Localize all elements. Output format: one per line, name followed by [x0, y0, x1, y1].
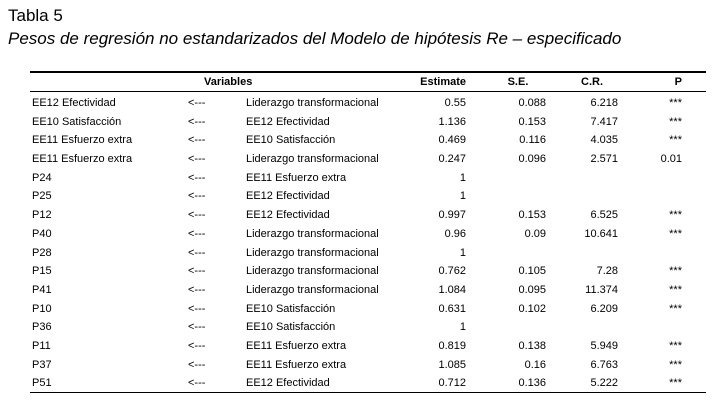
estimate-value: 0.469 [438, 134, 466, 147]
estimate-value: 0.819 [438, 339, 466, 352]
estimate-value: 0.55 [444, 97, 466, 109]
relation-arrow: <--- [188, 227, 206, 240]
independent-variable: Liderazgo transformacional [246, 227, 379, 240]
table-row [30, 281, 706, 300]
header-cr: C.R. [581, 76, 603, 88]
independent-variable: EE12 Efectividad [246, 115, 330, 128]
table-row [30, 262, 706, 281]
cr-value: 7.417 [590, 115, 618, 128]
independent-variable: Liderazgo transformacional [246, 246, 379, 259]
table-subtitle: Pesos de regresión no estandarizados del Modelo de hipótesis Re – especificado [8, 29, 622, 48]
estimate-value: 1.085 [438, 358, 466, 371]
estimate-value: 0.631 [438, 302, 466, 315]
cr-value: 10.641 [584, 227, 618, 240]
estimate-value: 1 [459, 246, 466, 259]
dependent-variable: EE12 Efectividad [32, 97, 116, 109]
estimate-value: 0.96 [444, 227, 466, 240]
independent-variable: Liderazgo transformacional [246, 283, 379, 296]
cr-value: 5.949 [590, 339, 618, 352]
header-estimate: Estimate [420, 76, 466, 88]
se-value: 0.105 [518, 265, 546, 278]
cr-value: 4.035 [590, 134, 618, 147]
independent-variable: EE11 Esfuerzo extra [246, 358, 347, 371]
table-row [30, 131, 706, 150]
se-value: 0.095 [518, 283, 546, 296]
cr-value: 6.218 [590, 97, 618, 109]
cr-value: 7.28 [596, 265, 618, 278]
header-rule [30, 91, 706, 92]
dependent-variable: P28 [32, 246, 52, 259]
relation-arrow: <--- [188, 171, 206, 184]
relation-arrow: <--- [188, 302, 206, 315]
table-title: Tabla 5 [8, 6, 63, 25]
header-p: P [674, 76, 682, 88]
estimate-value: 0.712 [438, 377, 466, 390]
p-value: *** [669, 377, 682, 390]
dependent-variable: EE10 Satisfacción [32, 115, 122, 128]
p-value: *** [669, 358, 682, 371]
dependent-variable: P37 [32, 358, 52, 371]
dependent-variable: P11 [32, 339, 51, 352]
table-row [30, 206, 706, 225]
p-value: *** [669, 339, 682, 352]
estimate-value: 1.136 [438, 115, 466, 128]
se-value: 0.096 [518, 153, 546, 166]
table-row [30, 150, 706, 169]
relation-arrow: <--- [188, 339, 206, 352]
independent-variable: Liderazgo transformacional [246, 97, 379, 109]
p-value: *** [669, 134, 682, 147]
p-value: *** [669, 209, 682, 222]
estimate-value: 1 [459, 171, 466, 184]
table-row [30, 374, 706, 393]
se-value: 0.16 [524, 358, 546, 371]
relation-arrow: <--- [188, 134, 206, 147]
independent-variable: Liderazgo transformacional [246, 265, 379, 278]
relation-arrow: <--- [188, 358, 206, 371]
independent-variable: EE12 Efectividad [246, 377, 330, 390]
header-se: S.E. [507, 76, 529, 88]
dependent-variable: P40 [32, 227, 52, 240]
table-row [30, 337, 706, 356]
cr-value: 11.374 [585, 283, 618, 296]
dependent-variable: P36 [32, 321, 52, 334]
se-value: 0.138 [518, 339, 546, 352]
cr-value: 6.525 [590, 209, 618, 222]
dependent-variable: EE11 Esfuerzo extra [32, 134, 133, 147]
relation-arrow: <--- [188, 97, 206, 109]
independent-variable: EE11 Esfuerzo extra [246, 171, 347, 184]
cr-value: 6.763 [590, 358, 618, 371]
se-value: 0.116 [519, 134, 546, 147]
table-row [30, 244, 706, 263]
independent-variable: Liderazgo transformacional [246, 153, 379, 166]
se-value: 0.102 [518, 302, 546, 315]
cr-value: 5.222 [590, 377, 618, 390]
dependent-variable: P41 [32, 283, 52, 296]
table-row [30, 94, 706, 113]
relation-arrow: <--- [188, 190, 206, 203]
estimate-value: 0.997 [438, 209, 466, 222]
se-value: 0.136 [518, 377, 546, 390]
p-value: *** [669, 283, 682, 296]
table-row [30, 169, 706, 188]
dependent-variable: P25 [32, 190, 52, 203]
relation-arrow: <--- [188, 115, 206, 128]
table-row [30, 356, 706, 375]
independent-variable: EE12 Efectividad [246, 209, 330, 222]
p-value: *** [669, 115, 682, 128]
relation-arrow: <--- [188, 153, 206, 166]
estimate-value: 0.762 [438, 265, 466, 278]
table-row [30, 113, 706, 132]
independent-variable: EE11 Esfuerzo extra [246, 339, 347, 352]
se-value: 0.153 [518, 209, 546, 222]
estimate-value: 1 [459, 190, 466, 203]
header-variables: Variables [204, 76, 253, 88]
table-row [30, 225, 706, 244]
independent-variable: EE12 Efectividad [246, 190, 330, 203]
table-bottom-rule [30, 392, 706, 393]
relation-arrow: <--- [188, 246, 206, 259]
p-value: *** [669, 227, 682, 240]
dependent-variable: P10 [32, 302, 52, 315]
independent-variable: EE10 Satisfacción [246, 134, 336, 147]
independent-variable: EE10 Satisfacción [246, 302, 336, 315]
dependent-variable: P51 [32, 377, 52, 390]
cr-value: 6.209 [590, 302, 618, 315]
se-value: 0.09 [524, 227, 546, 240]
se-value: 0.088 [518, 97, 546, 109]
cr-value: 2.571 [590, 153, 618, 166]
p-value: *** [669, 97, 682, 109]
estimate-value: 1.084 [438, 283, 466, 296]
independent-variable: EE10 Satisfacción [246, 321, 336, 334]
estimate-value: 0.247 [438, 153, 466, 166]
dependent-variable: P15 [32, 265, 52, 278]
relation-arrow: <--- [188, 321, 206, 334]
dependent-variable: EE11 Esfuerzo extra [32, 153, 133, 166]
table-row [30, 300, 706, 319]
relation-arrow: <--- [188, 377, 206, 390]
se-value: 0.153 [518, 115, 546, 128]
dependent-variable: P24 [32, 171, 52, 184]
relation-arrow: <--- [188, 265, 206, 278]
estimate-value: 1 [459, 321, 466, 334]
table-row [30, 187, 706, 206]
relation-arrow: <--- [188, 209, 206, 222]
p-value: *** [669, 302, 682, 315]
p-value: *** [669, 265, 682, 278]
table-row [30, 318, 706, 337]
p-value: 0.01 [660, 153, 682, 166]
table-body [30, 94, 706, 393]
relation-arrow: <--- [188, 283, 206, 296]
dependent-variable: P12 [32, 209, 52, 222]
